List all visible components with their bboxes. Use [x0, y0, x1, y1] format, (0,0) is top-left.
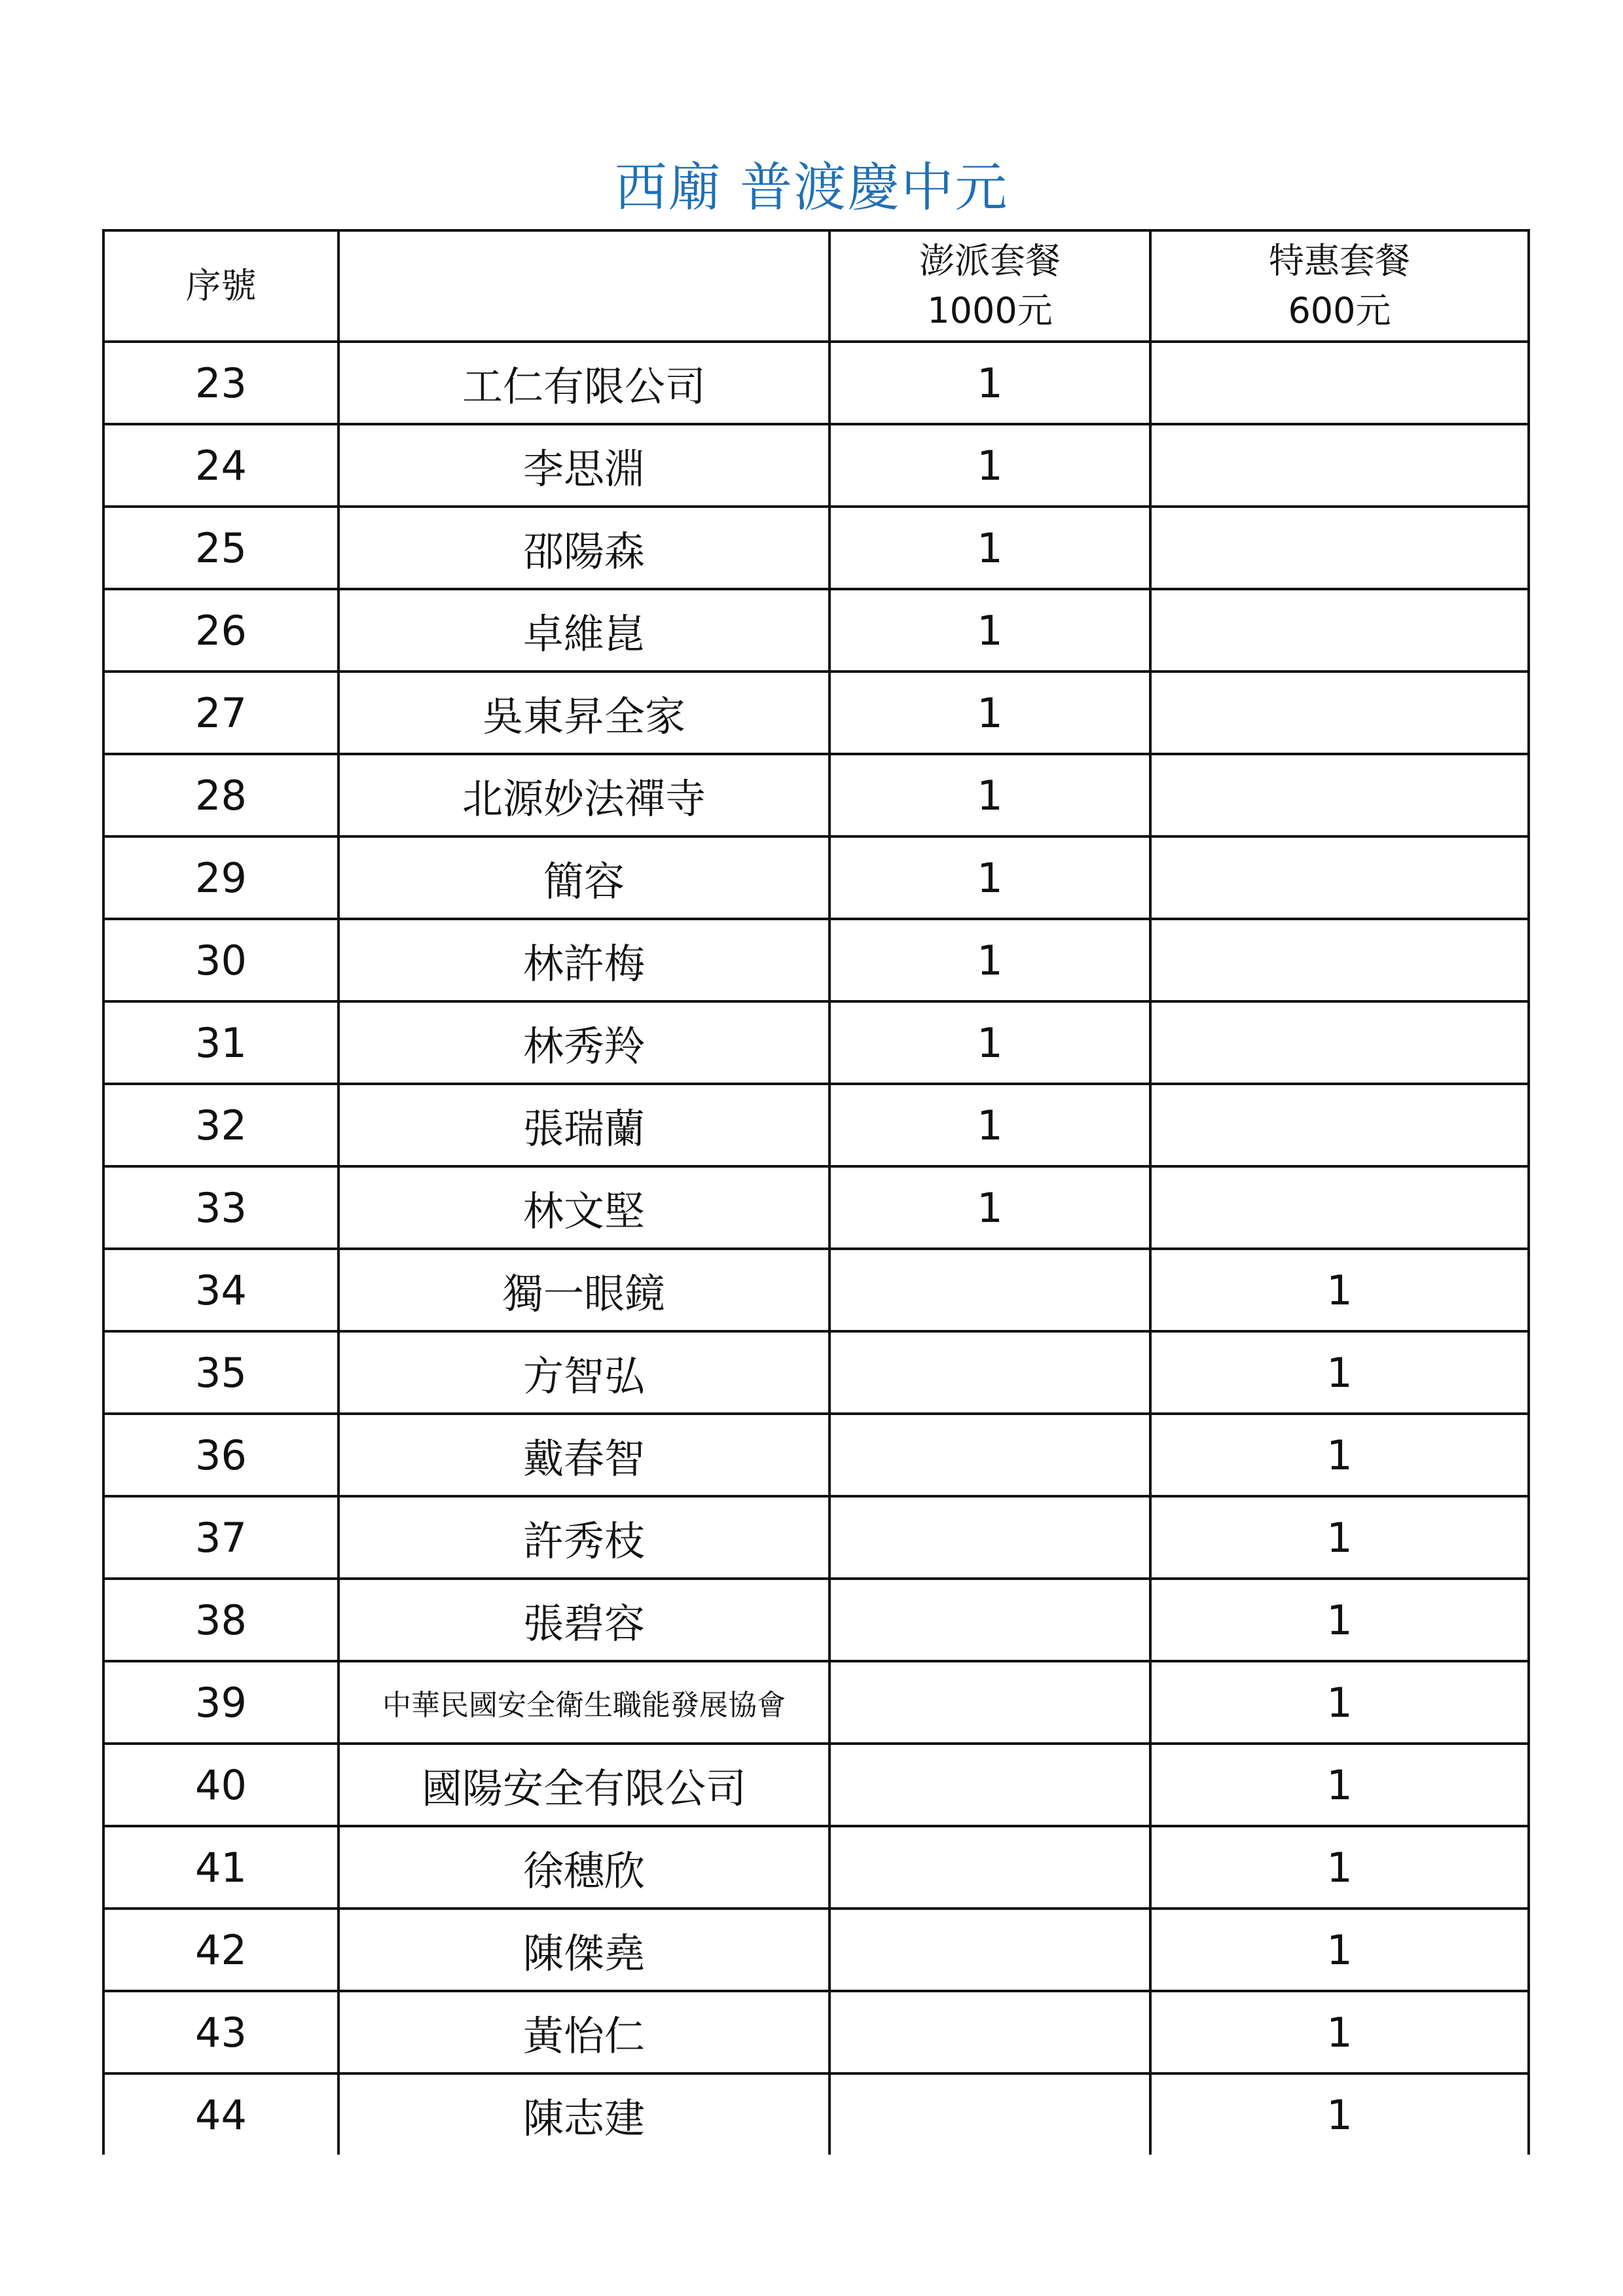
row-package-b-cell: 1: [1150, 1249, 1529, 1331]
row-name-cell: 國陽安全有限公司: [338, 1744, 830, 1826]
row-package-b-cell: [1150, 919, 1529, 1001]
table-header: [103, 230, 1529, 342]
row-package-a-cell: 1: [830, 836, 1150, 919]
table-row: [103, 1661, 1529, 1744]
table-row: [103, 919, 1529, 1001]
row-package-b-cell: 1: [1150, 2073, 1529, 2155]
row-name-cell: 張瑞蘭: [338, 1084, 830, 1166]
row-name-cell: 林秀羚: [338, 1001, 830, 1084]
row-package-a-cell: [830, 1661, 1150, 1744]
table-body: [103, 342, 1529, 2155]
table-row: [103, 754, 1529, 836]
row-seq-cell: 37: [103, 1496, 338, 1579]
table-row: [103, 1331, 1529, 1414]
row-package-a-cell: [830, 1744, 1150, 1826]
header-package-b-name: 特惠套餐: [1269, 240, 1410, 281]
row-seq-cell: 41: [103, 1826, 338, 1909]
row-name-cell: 北源妙法禪寺: [338, 754, 830, 836]
row-package-b-cell: 1: [1150, 1414, 1529, 1496]
row-seq-cell: 27: [103, 672, 338, 754]
row-seq-cell: 29: [103, 836, 338, 919]
table-row: [103, 1826, 1529, 1909]
header-package-b-price: 600元: [1288, 290, 1391, 331]
table-row: [103, 1496, 1529, 1579]
row-package-a-cell: 1: [830, 342, 1150, 424]
header-package-a-price: 1000元: [927, 290, 1053, 331]
row-seq-cell: 25: [103, 507, 338, 589]
row-package-a-cell: 1: [830, 589, 1150, 672]
row-seq-cell: 39: [103, 1661, 338, 1744]
row-package-b-cell: [1150, 672, 1529, 754]
header-row: [103, 230, 1529, 342]
table-row: [103, 1001, 1529, 1084]
row-seq-cell: 35: [103, 1331, 338, 1414]
row-package-b-cell: 1: [1150, 1579, 1529, 1661]
row-seq-cell: 44: [103, 2073, 338, 2155]
row-package-a-cell: [830, 1496, 1150, 1579]
row-package-a-cell: 1: [830, 1084, 1150, 1166]
row-seq-cell: 38: [103, 1579, 338, 1661]
row-seq-cell: 31: [103, 1001, 338, 1084]
row-name-cell: 徐穗欣: [338, 1826, 830, 1909]
table-row: [103, 1909, 1529, 1991]
table-row: [103, 1249, 1529, 1331]
row-package-b-cell: 1: [1150, 1331, 1529, 1414]
row-name-cell: 中華民國安全衛生職能發展協會: [338, 1661, 830, 1744]
row-package-a-cell: 1: [830, 1001, 1150, 1084]
row-seq-cell: 32: [103, 1084, 338, 1166]
row-seq-cell: 36: [103, 1414, 338, 1496]
table-row: [103, 342, 1529, 424]
row-package-b-cell: [1150, 424, 1529, 507]
row-seq-cell: 34: [103, 1249, 338, 1331]
row-name-cell: 方智弘: [338, 1331, 830, 1414]
row-package-a-cell: [830, 1991, 1150, 2073]
row-seq-cell: 42: [103, 1909, 338, 1991]
row-package-b-cell: 1: [1150, 1991, 1529, 2073]
row-package-b-cell: [1150, 589, 1529, 672]
row-package-a-cell: [830, 2073, 1150, 2155]
table-row: [103, 1414, 1529, 1496]
row-name-cell: 卓維崑: [338, 589, 830, 672]
row-name-cell: 許秀枝: [338, 1496, 830, 1579]
header-package-a: [830, 230, 1150, 342]
table-row: [103, 1166, 1529, 1249]
row-seq-cell: 23: [103, 342, 338, 424]
row-name-cell: 黃怡仁: [338, 1991, 830, 2073]
table-row: [103, 424, 1529, 507]
table-row: [103, 2073, 1529, 2155]
row-seq-cell: 28: [103, 754, 338, 836]
row-package-a-cell: [830, 1249, 1150, 1331]
row-package-b-cell: [1150, 836, 1529, 919]
row-package-a-cell: 1: [830, 507, 1150, 589]
table-row: [103, 836, 1529, 919]
table-row: [103, 1579, 1529, 1661]
row-seq-cell: 26: [103, 589, 338, 672]
table-row: [103, 589, 1529, 672]
row-package-a-cell: [830, 1331, 1150, 1414]
table-row: [103, 1744, 1529, 1826]
row-name-cell: 李思淵: [338, 424, 830, 507]
row-name-cell: 邵陽森: [338, 507, 830, 589]
table-row: [103, 1084, 1529, 1166]
row-name-cell: 戴春智: [338, 1414, 830, 1496]
row-name-cell: 張碧容: [338, 1579, 830, 1661]
row-seq-cell: 24: [103, 424, 338, 507]
row-package-b-cell: 1: [1150, 1826, 1529, 1909]
row-package-b-cell: [1150, 754, 1529, 836]
row-package-b-cell: [1150, 1084, 1529, 1166]
row-package-a-cell: [830, 1909, 1150, 1991]
table-row: [103, 672, 1529, 754]
row-package-b-cell: [1150, 507, 1529, 589]
row-package-a-cell: 1: [830, 672, 1150, 754]
header-seq-label: 序號: [185, 265, 257, 306]
row-name-cell: 林文堅: [338, 1166, 830, 1249]
row-package-a-cell: [830, 1826, 1150, 1909]
row-package-b-cell: [1150, 342, 1529, 424]
row-seq-cell: 40: [103, 1744, 338, 1826]
row-name-cell: 陳志建: [338, 2073, 830, 2155]
row-name-cell: 簡容: [338, 836, 830, 919]
row-package-a-cell: [830, 1579, 1150, 1661]
row-package-b-cell: [1150, 1001, 1529, 1084]
row-package-b-cell: 1: [1150, 1909, 1529, 1991]
row-package-b-cell: 1: [1150, 1661, 1529, 1744]
row-package-a-cell: [830, 1414, 1150, 1496]
row-package-a-cell: 1: [830, 754, 1150, 836]
header-package-a-name: 澎派套餐: [919, 240, 1061, 281]
row-seq-cell: 33: [103, 1166, 338, 1249]
header-seq: [103, 230, 338, 342]
row-name-cell: 獨一眼鏡: [338, 1249, 830, 1331]
row-package-b-cell: 1: [1150, 1744, 1529, 1826]
row-name-cell: 工仁有限公司: [338, 342, 830, 424]
row-package-b-cell: 1: [1150, 1496, 1529, 1579]
row-seq-cell: 43: [103, 1991, 338, 2073]
donation-table: [102, 229, 1530, 2155]
header-package-b: [1150, 230, 1529, 342]
header-name: [338, 230, 830, 342]
row-package-a-cell: 1: [830, 1166, 1150, 1249]
row-name-cell: 陳傑堯: [338, 1909, 830, 1991]
row-seq-cell: 30: [103, 919, 338, 1001]
row-package-a-cell: 1: [830, 424, 1150, 507]
row-name-cell: 吳東昇全家: [338, 672, 830, 754]
row-name-cell: 林許梅: [338, 919, 830, 1001]
table-row: [103, 507, 1529, 589]
row-package-b-cell: [1150, 1166, 1529, 1249]
row-package-a-cell: 1: [830, 919, 1150, 1001]
table-row: [103, 1991, 1529, 2073]
page-title: 西廟 普渡慶中元: [614, 157, 1009, 218]
